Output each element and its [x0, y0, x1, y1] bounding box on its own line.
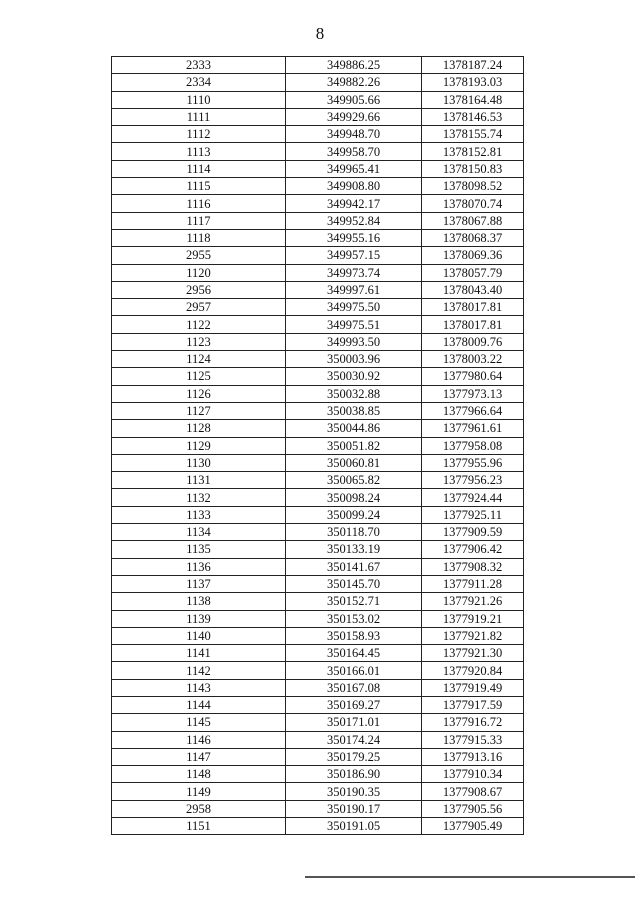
- table-row: [112, 610, 524, 627]
- x-coordinate-cell: 349973.74: [286, 264, 422, 281]
- point-number-cell: 1149: [112, 783, 286, 800]
- x-coordinate-cell: 350003.96: [286, 351, 422, 368]
- y-coordinate-cell: 1378017.81: [422, 316, 524, 333]
- table-row: [112, 731, 524, 748]
- point-number-cell: 1129: [112, 437, 286, 454]
- table-row: [112, 766, 524, 783]
- table-row: [112, 333, 524, 350]
- y-coordinate-cell: 1378009.76: [422, 333, 524, 350]
- point-number-cell: 2333: [112, 57, 286, 74]
- point-number-cell: 2956: [112, 281, 286, 298]
- y-coordinate-cell: 1378193.03: [422, 74, 524, 91]
- y-coordinate-cell: 1377913.16: [422, 748, 524, 765]
- x-coordinate-cell: 349965.41: [286, 160, 422, 177]
- y-coordinate-cell: 1378150.83: [422, 160, 524, 177]
- y-coordinate-cell: 1377909.59: [422, 524, 524, 541]
- y-coordinate-cell: 1377908.32: [422, 558, 524, 575]
- table-row: [112, 368, 524, 385]
- y-coordinate-cell: 1377910.34: [422, 766, 524, 783]
- y-coordinate-cell: 1377921.30: [422, 645, 524, 662]
- point-number-cell: 1141: [112, 645, 286, 662]
- x-coordinate-cell: 350060.81: [286, 454, 422, 471]
- x-coordinate-cell: 350174.24: [286, 731, 422, 748]
- table-row: [112, 818, 524, 835]
- point-number-cell: 1117: [112, 212, 286, 229]
- x-coordinate-cell: 350164.45: [286, 645, 422, 662]
- table-row: [112, 420, 524, 437]
- point-number-cell: 1137: [112, 575, 286, 592]
- point-number-cell: 1143: [112, 679, 286, 696]
- table-row: [112, 264, 524, 281]
- table-row: [112, 696, 524, 713]
- table-row: [112, 575, 524, 592]
- x-coordinate-cell: 350152.71: [286, 593, 422, 610]
- y-coordinate-cell: 1377919.49: [422, 679, 524, 696]
- x-coordinate-cell: 350190.35: [286, 783, 422, 800]
- y-coordinate-cell: 1378146.53: [422, 108, 524, 125]
- table-row: [112, 108, 524, 125]
- x-coordinate-cell: 350179.25: [286, 748, 422, 765]
- point-number-cell: 1135: [112, 541, 286, 558]
- x-coordinate-cell: 350171.01: [286, 714, 422, 731]
- y-coordinate-cell: 1377958.08: [422, 437, 524, 454]
- x-coordinate-cell: 350044.86: [286, 420, 422, 437]
- point-number-cell: 1146: [112, 731, 286, 748]
- table-row: [112, 558, 524, 575]
- y-coordinate-cell: 1378187.24: [422, 57, 524, 74]
- x-coordinate-cell: 349957.15: [286, 247, 422, 264]
- point-number-cell: 1122: [112, 316, 286, 333]
- point-number-cell: 1128: [112, 420, 286, 437]
- table-row: [112, 489, 524, 506]
- point-number-cell: 1113: [112, 143, 286, 160]
- point-number-cell: 1123: [112, 333, 286, 350]
- x-coordinate-cell: 349952.84: [286, 212, 422, 229]
- x-coordinate-cell: 349942.17: [286, 195, 422, 212]
- point-number-cell: 1118: [112, 229, 286, 246]
- point-number-cell: 1125: [112, 368, 286, 385]
- table-row: [112, 541, 524, 558]
- y-coordinate-cell: 1377955.96: [422, 454, 524, 471]
- point-number-cell: 1115: [112, 178, 286, 195]
- y-coordinate-cell: 1377919.21: [422, 610, 524, 627]
- coordinates-table-body: [112, 57, 524, 835]
- x-coordinate-cell: 350099.24: [286, 506, 422, 523]
- table-row: [112, 316, 524, 333]
- point-number-cell: 1131: [112, 472, 286, 489]
- y-coordinate-cell: 1377925.11: [422, 506, 524, 523]
- x-coordinate-cell: 350030.92: [286, 368, 422, 385]
- x-coordinate-cell: 350051.82: [286, 437, 422, 454]
- y-coordinate-cell: 1378164.48: [422, 91, 524, 108]
- y-coordinate-cell: 1377973.13: [422, 385, 524, 402]
- point-number-cell: 1145: [112, 714, 286, 731]
- y-coordinate-cell: 1377905.56: [422, 800, 524, 817]
- point-number-cell: 1136: [112, 558, 286, 575]
- y-coordinate-cell: 1378017.81: [422, 299, 524, 316]
- y-coordinate-cell: 1378003.22: [422, 351, 524, 368]
- point-number-cell: 1130: [112, 454, 286, 471]
- y-coordinate-cell: 1377911.28: [422, 575, 524, 592]
- coordinates-table: [111, 56, 524, 835]
- table-row: [112, 281, 524, 298]
- x-coordinate-cell: 350141.67: [286, 558, 422, 575]
- point-number-cell: 2958: [112, 800, 286, 817]
- x-coordinate-cell: 349958.70: [286, 143, 422, 160]
- x-coordinate-cell: 349886.25: [286, 57, 422, 74]
- y-coordinate-cell: 1377915.33: [422, 731, 524, 748]
- y-coordinate-cell: 1377920.84: [422, 662, 524, 679]
- y-coordinate-cell: 1378069.36: [422, 247, 524, 264]
- table-row: [112, 351, 524, 368]
- y-coordinate-cell: 1378068.37: [422, 229, 524, 246]
- point-number-cell: 1126: [112, 385, 286, 402]
- table-row: [112, 714, 524, 731]
- y-coordinate-cell: 1377906.42: [422, 541, 524, 558]
- table-row: [112, 91, 524, 108]
- x-coordinate-cell: 349975.50: [286, 299, 422, 316]
- x-coordinate-cell: 350145.70: [286, 575, 422, 592]
- y-coordinate-cell: 1377905.49: [422, 818, 524, 835]
- x-coordinate-cell: 350133.19: [286, 541, 422, 558]
- table-row: [112, 627, 524, 644]
- table-row: [112, 402, 524, 419]
- point-number-cell: 1139: [112, 610, 286, 627]
- y-coordinate-cell: 1377961.61: [422, 420, 524, 437]
- point-number-cell: 1111: [112, 108, 286, 125]
- x-coordinate-cell: 349929.66: [286, 108, 422, 125]
- point-number-cell: 2334: [112, 74, 286, 91]
- table-row: [112, 178, 524, 195]
- x-coordinate-cell: 350190.17: [286, 800, 422, 817]
- table-row: [112, 126, 524, 143]
- x-coordinate-cell: 350065.82: [286, 472, 422, 489]
- table-row: [112, 679, 524, 696]
- x-coordinate-cell: 349905.66: [286, 91, 422, 108]
- table-row: [112, 229, 524, 246]
- y-coordinate-cell: 1378067.88: [422, 212, 524, 229]
- point-number-cell: 1151: [112, 818, 286, 835]
- table-row: [112, 247, 524, 264]
- x-coordinate-cell: 349948.70: [286, 126, 422, 143]
- point-number-cell: 1110: [112, 91, 286, 108]
- x-coordinate-cell: 350038.85: [286, 402, 422, 419]
- page-number: 8: [315, 24, 325, 43]
- point-number-cell: 1112: [112, 126, 286, 143]
- point-number-cell: 1134: [112, 524, 286, 541]
- y-coordinate-cell: 1378070.74: [422, 195, 524, 212]
- footer-rule: [305, 876, 635, 878]
- x-coordinate-cell: 350098.24: [286, 489, 422, 506]
- table-row: [112, 299, 524, 316]
- table-row: [112, 195, 524, 212]
- table-row: [112, 524, 524, 541]
- y-coordinate-cell: 1377921.26: [422, 593, 524, 610]
- point-number-cell: 1142: [112, 662, 286, 679]
- point-number-cell: 1127: [112, 402, 286, 419]
- y-coordinate-cell: 1377924.44: [422, 489, 524, 506]
- point-number-cell: 1114: [112, 160, 286, 177]
- table-row: [112, 645, 524, 662]
- table-row: [112, 506, 524, 523]
- table-row: [112, 454, 524, 471]
- x-coordinate-cell: 349882.26: [286, 74, 422, 91]
- y-coordinate-cell: 1378098.52: [422, 178, 524, 195]
- x-coordinate-cell: 349975.51: [286, 316, 422, 333]
- x-coordinate-cell: 350167.08: [286, 679, 422, 696]
- point-number-cell: 1120: [112, 264, 286, 281]
- x-coordinate-cell: 350158.93: [286, 627, 422, 644]
- point-number-cell: 1144: [112, 696, 286, 713]
- table-row: [112, 593, 524, 610]
- point-number-cell: 2955: [112, 247, 286, 264]
- point-number-cell: 1147: [112, 748, 286, 765]
- x-coordinate-cell: 349955.16: [286, 229, 422, 246]
- table-row: [112, 472, 524, 489]
- point-number-cell: 2957: [112, 299, 286, 316]
- point-number-cell: 1148: [112, 766, 286, 783]
- table-row: [112, 437, 524, 454]
- table-row: [112, 662, 524, 679]
- point-number-cell: 1132: [112, 489, 286, 506]
- y-coordinate-cell: 1377917.59: [422, 696, 524, 713]
- y-coordinate-cell: 1378152.81: [422, 143, 524, 160]
- table-row: [112, 57, 524, 74]
- table-row: [112, 748, 524, 765]
- y-coordinate-cell: 1377956.23: [422, 472, 524, 489]
- y-coordinate-cell: 1378155.74: [422, 126, 524, 143]
- point-number-cell: 1116: [112, 195, 286, 212]
- table-row: [112, 143, 524, 160]
- table-row: [112, 800, 524, 817]
- y-coordinate-cell: 1377921.82: [422, 627, 524, 644]
- x-coordinate-cell: 350186.90: [286, 766, 422, 783]
- y-coordinate-cell: 1378043.40: [422, 281, 524, 298]
- y-coordinate-cell: 1377908.67: [422, 783, 524, 800]
- x-coordinate-cell: 350169.27: [286, 696, 422, 713]
- table-row: [112, 160, 524, 177]
- x-coordinate-cell: 350166.01: [286, 662, 422, 679]
- point-number-cell: 1124: [112, 351, 286, 368]
- table-row: [112, 212, 524, 229]
- x-coordinate-cell: 350118.70: [286, 524, 422, 541]
- y-coordinate-cell: 1377966.64: [422, 402, 524, 419]
- x-coordinate-cell: 349997.61: [286, 281, 422, 298]
- point-number-cell: 1140: [112, 627, 286, 644]
- point-number-cell: 1133: [112, 506, 286, 523]
- table-row: [112, 783, 524, 800]
- x-coordinate-cell: 350032.88: [286, 385, 422, 402]
- x-coordinate-cell: 349908.80: [286, 178, 422, 195]
- x-coordinate-cell: 349993.50: [286, 333, 422, 350]
- y-coordinate-cell: 1377980.64: [422, 368, 524, 385]
- table-row: [112, 385, 524, 402]
- x-coordinate-cell: 350191.05: [286, 818, 422, 835]
- y-coordinate-cell: 1377916.72: [422, 714, 524, 731]
- point-number-cell: 1138: [112, 593, 286, 610]
- y-coordinate-cell: 1378057.79: [422, 264, 524, 281]
- table-row: [112, 74, 524, 91]
- x-coordinate-cell: 350153.02: [286, 610, 422, 627]
